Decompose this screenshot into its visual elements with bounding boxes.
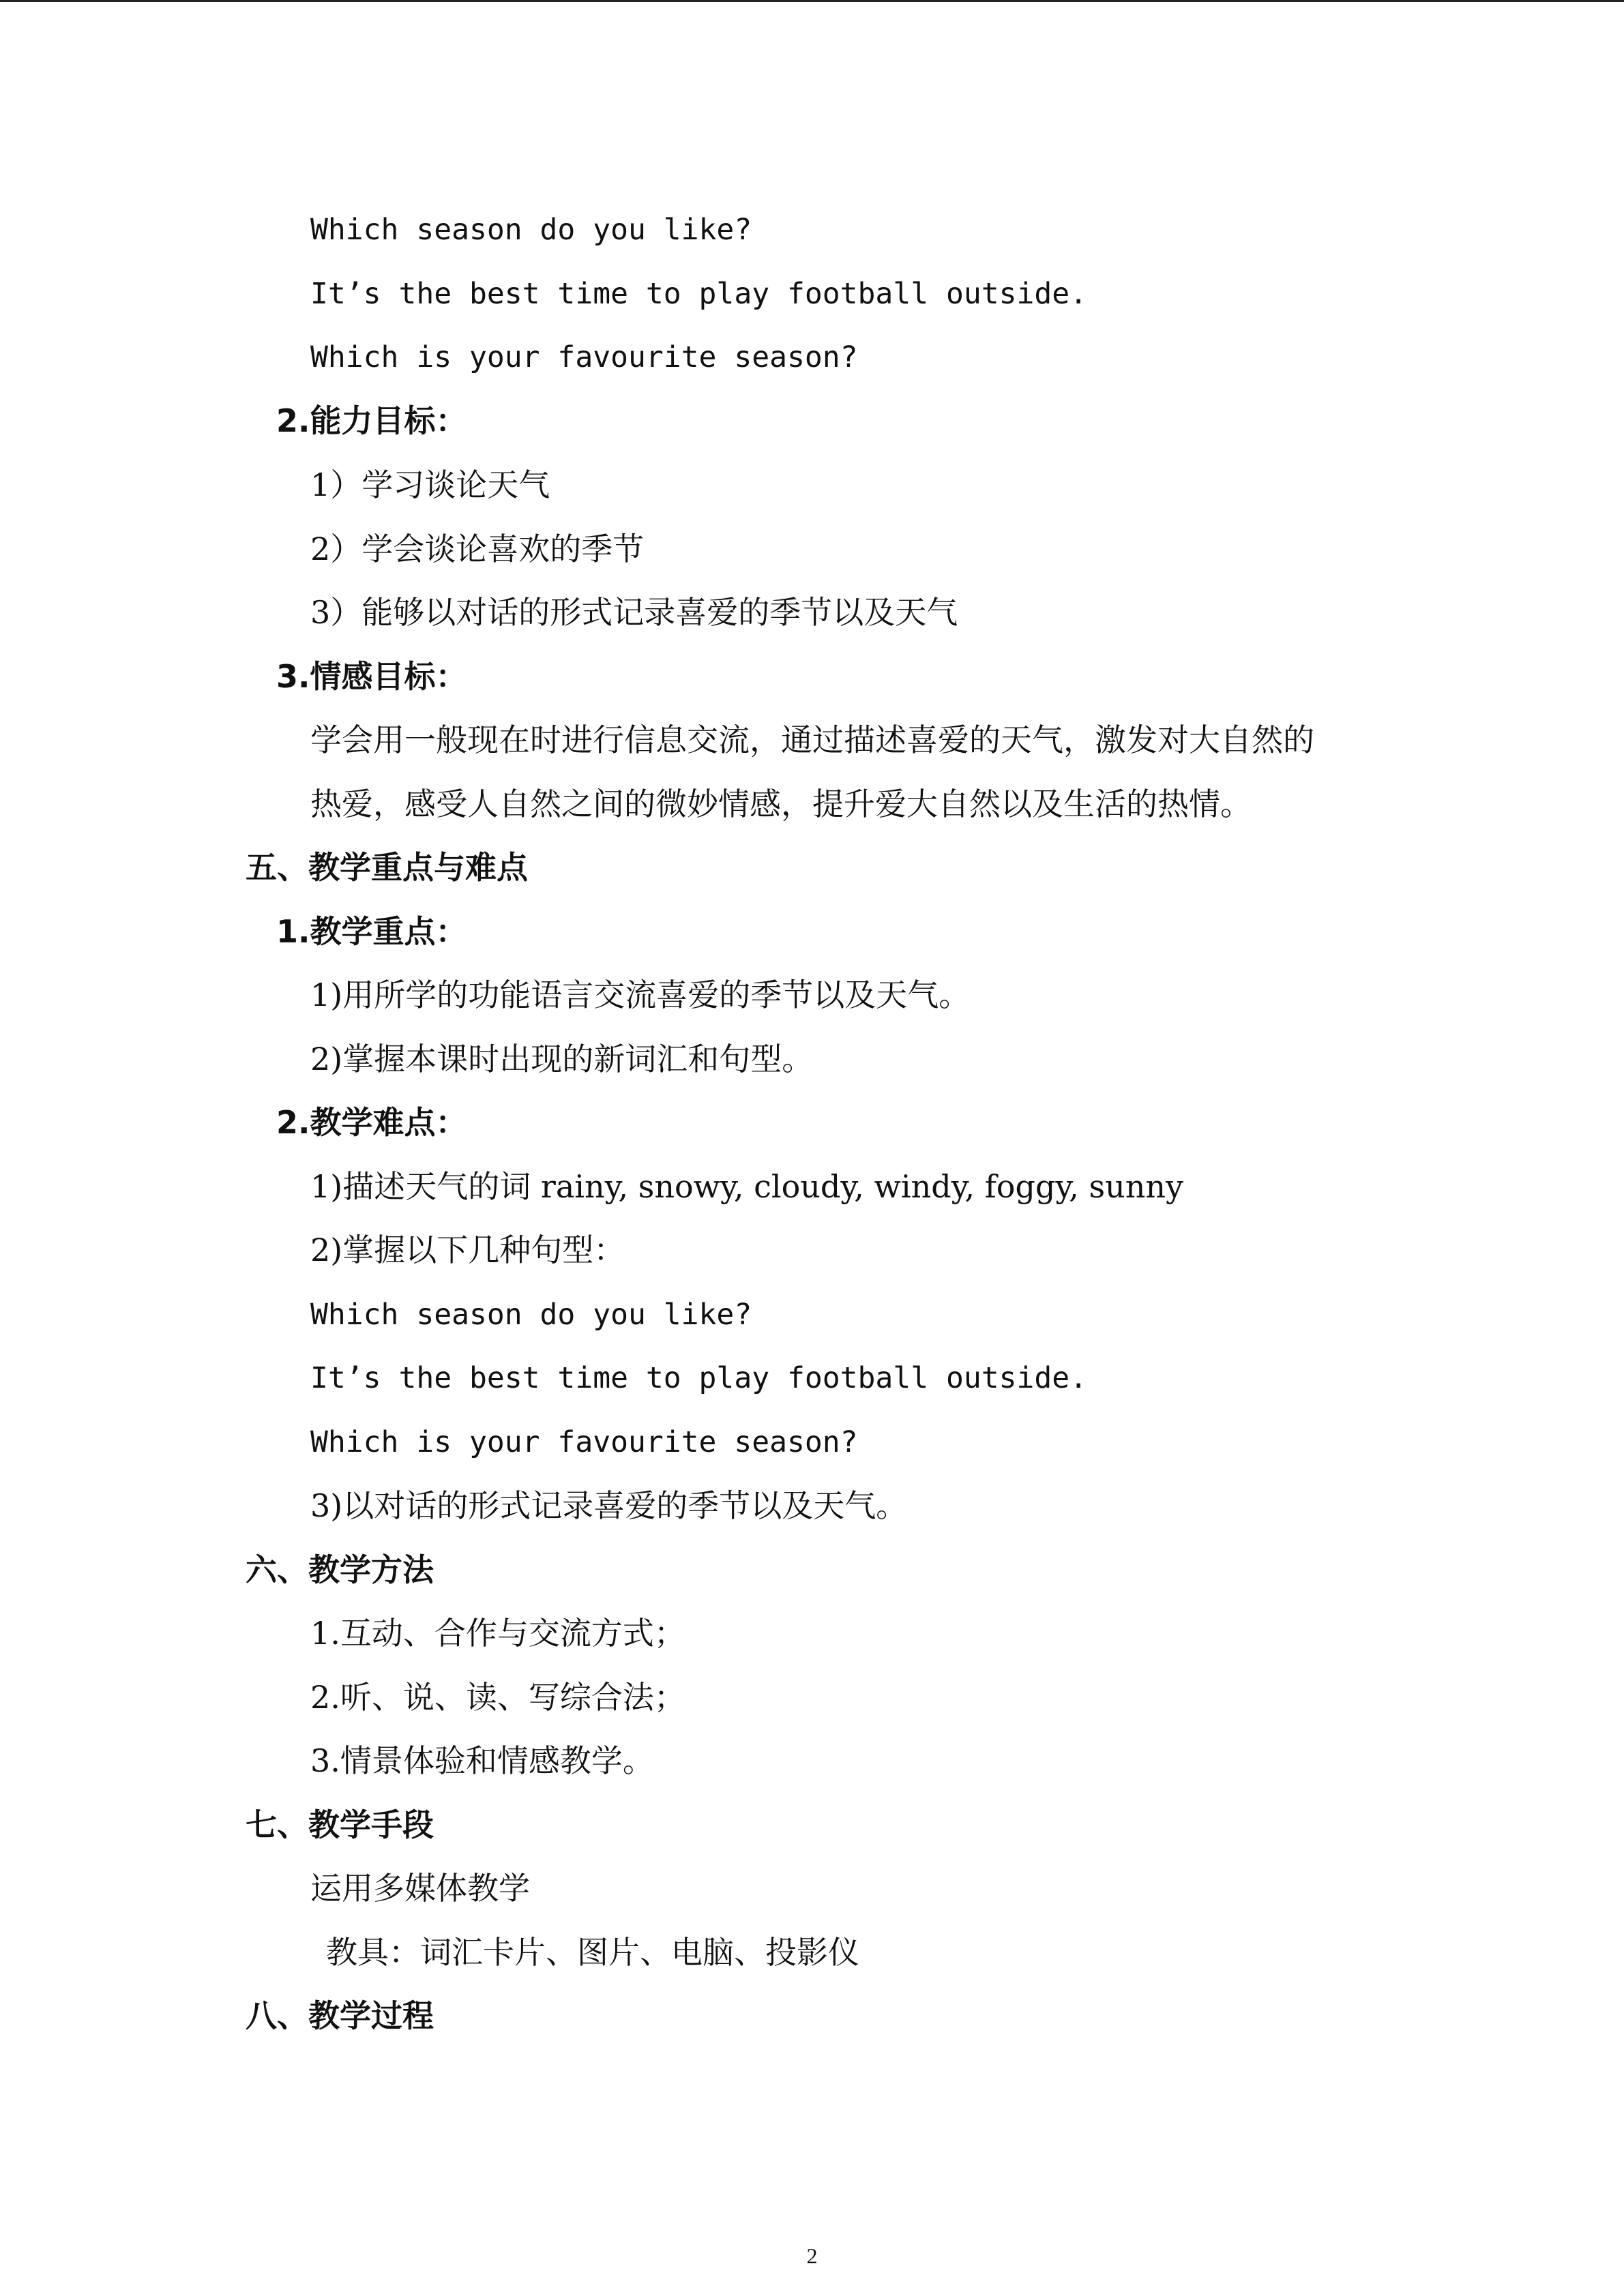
teaching-means-text: 运用多媒体教学 (310, 1870, 530, 1907)
ability-goal-item-2: 2）学会谈论喜欢的季节 (310, 531, 645, 567)
page-number: 2 (806, 2243, 818, 2268)
ability-goal-heading: 2.能力目标： (276, 402, 467, 439)
section-5-heading: 五、教学重点与难点 (246, 849, 528, 886)
method-3: 3.情景体验和情感教学。 (310, 1742, 654, 1779)
sentence-pattern-3: Which is your favourite season? (310, 340, 858, 374)
difficulty-sentence-1: Which season do you like? (310, 1298, 752, 1332)
key-points-heading: 1.教学重点： (276, 913, 467, 950)
emotional-goal-heading: 3.情感目标： (276, 658, 467, 695)
difficulty-3: 3)以对话的形式记录喜爱的季节以及天气。 (310, 1487, 908, 1524)
key-point-1: 1)用所学的功能语言交流喜爱的季节以及天气。 (310, 976, 971, 1013)
difficulty-sentence-3: Which is your favourite season? (310, 1425, 858, 1459)
difficulty-2: 2)掌握以下几种句型： (310, 1232, 625, 1268)
difficulty-1: 1)描述天气的词 rainy, snowy, cloudy, windy, foggy, sunny (310, 1168, 1183, 1205)
key-point-2: 2)掌握本课时出现的新词汇和句型。 (310, 1041, 814, 1077)
ability-goal-item-3: 3）能够以对话的形式记录喜爱的季节以及天气 (310, 594, 958, 631)
sentence-pattern-1: Which season do you like? (310, 213, 752, 247)
section-8-heading: 八、教学过程 (246, 1997, 434, 2034)
top-border (0, 0, 1624, 2)
emotional-goal-text-line-1: 学会用一般现在时进行信息交流，通过描述喜爱的天气，激发对大自然的 (310, 721, 1314, 758)
section-6-heading: 六、教学方法 (246, 1551, 434, 1588)
difficulty-sentence-2: It’s the best time to play football outside. (310, 1361, 1088, 1395)
teaching-aids-text: 教具：词汇卡片、图片、电脑、投影仪 (326, 1934, 859, 1971)
ability-goal-item-1: 1）学习谈论天气 (310, 466, 550, 503)
method-2: 2.听、说、读、写综合法； (310, 1679, 685, 1716)
section-7-heading: 七、教学手段 (246, 1806, 434, 1843)
sentence-pattern-2: It’s the best time to play football outside. (310, 277, 1088, 311)
method-1: 1.互动、合作与交流方式； (310, 1615, 685, 1652)
emotional-goal-text-line-2: 热爱，感受人自然之间的微妙情感，提升爱大自然以及生活的热情。 (310, 786, 1252, 822)
difficulties-heading: 2.教学难点： (276, 1104, 467, 1141)
